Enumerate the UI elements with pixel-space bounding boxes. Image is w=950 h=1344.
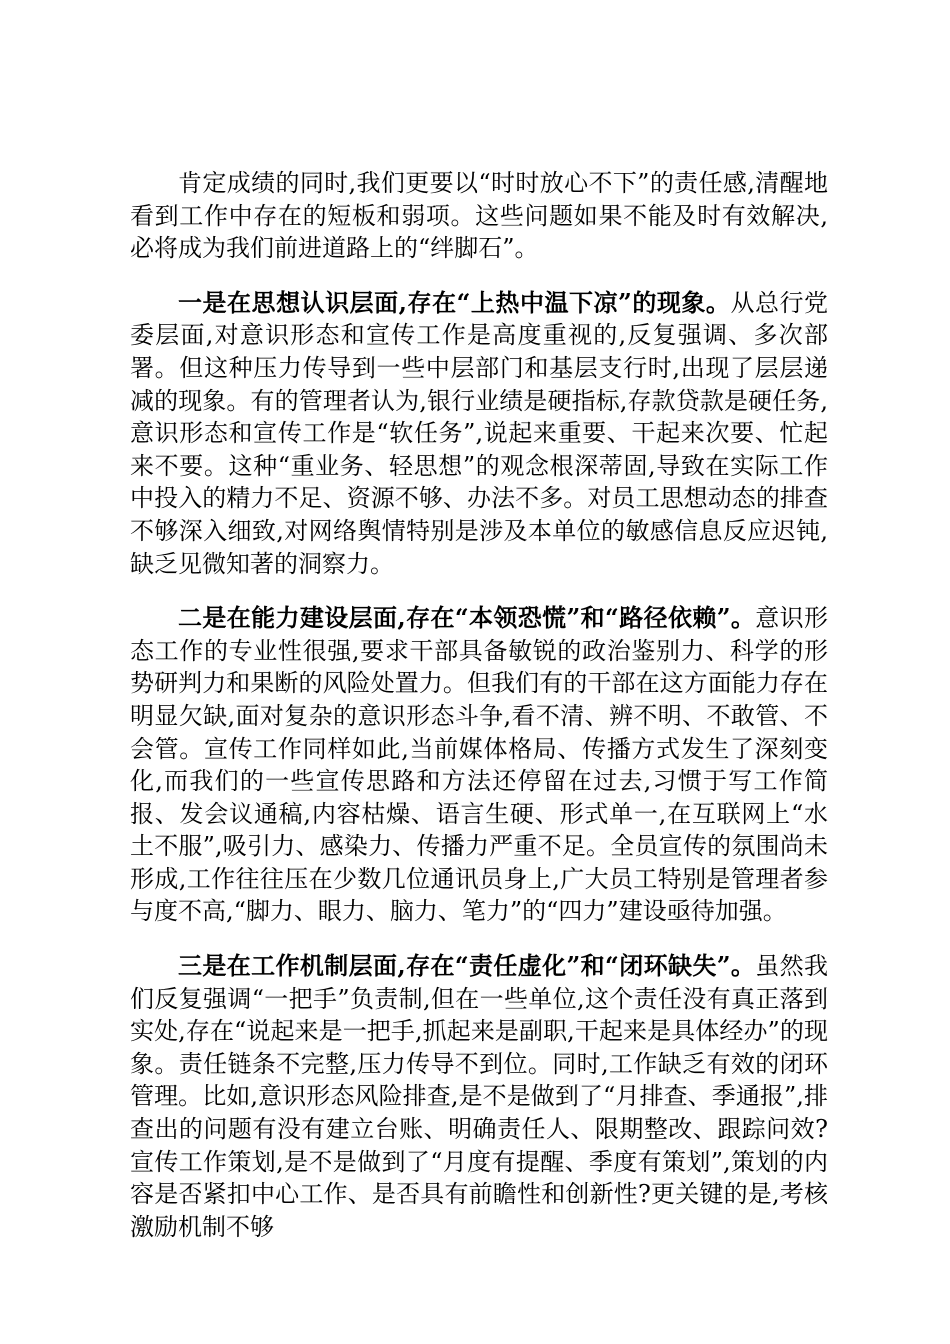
document-body bbox=[130, 167, 828, 1265]
paragraph-lead: 一是在思想认识层面,存在“上热中温下凉”的现象。 bbox=[178, 287, 731, 317]
paragraph-lead: 三是在工作机制层面,存在“责任虚化”和“闭环缺失”。 bbox=[178, 951, 756, 981]
paragraph-text: 虽然我们反复强调“一把手”负责制,但在一些单位,这个责任没有真正落到实处,存在“说起来是一把手,抓起来是副职,干起来是具体经办”的现象。责任链条不完整,压力传导不到位。同时,工作缺乏有效的闭环管理。比如,意识形态风险排查,是不是做到了“月排查、季通报”,排查出的问题有没有建立台账、明确责任人、限期整改、跟踪问效?宣传工作策划,是不是做到了“月度有提醒、季度有策划”,策划的内容是否紧扣中心工作、是否具有前瞻性和创新性?更关键的是,考核激励机制不够 bbox=[130, 952, 828, 1241]
paragraph-capability bbox=[130, 602, 828, 928]
paragraph-intro bbox=[130, 167, 828, 265]
paragraph-mechanism bbox=[130, 950, 828, 1243]
paragraph-thinking bbox=[130, 287, 828, 580]
paragraph-lead: 二是在能力建设层面,存在“本领恐慌”和“路径依赖”。 bbox=[178, 603, 756, 633]
paragraph-text: 从总行党委层面,对意识形态和宣传工作是高度重视的,反复强调、多次部署。但这种压力传导到一些中层部门和基层支行时,出现了层层递减的现象。有的管理者认为,银行业绩是硬指标,存款贷款是硬任务,意识形态和宣传工作是“软任务”,说起来重要、干起来次要、忙起来不要。这种“重业务、轻思想”的观念根深蒂固,导致在实际工作中投入的精力不足、资源不够、办法不多。对员工思想动态的排查不够深入细致,对网络舆情特别是涉及本单位的敏感信息反应迟钝,缺乏见微知著的洞察力。 bbox=[130, 288, 828, 578]
paragraph-text: 意识形态工作的专业性很强,要求干部具备敏锐的政治鉴别力、科学的形势研判力和果断的风险处置力。但我们有的干部在这方面能力存在明显欠缺,面对复杂的意识形态斗争,看不清、辨不明、不敢管、不会管。宣传工作同样如此,当前媒体格局、传播方式发生了深刻变化,而我们的一些宣传思路和方法还停留在过去,习惯于写工作简报、发会议通稿,内容枯燥、语言生硬、形式单一,在互联网上“水土不服”,吸引力、感染力、传播力严重不足。全员宣传的氛围尚未形成,工作往往压在少数几位通讯员身上,广大员工特别是管理者参与度不高,“脚力、眼力、脑力、笔力”的“四力”建设亟待加强。 bbox=[130, 604, 828, 926]
paragraph-text: 肯定成绩的同时,我们更要以“时时放心不下”的责任感,清醒地看到工作中存在的短板和弱项。这些问题如果不能及时有效解决,必将成为我们前进道路上的“绊脚石”。 bbox=[130, 169, 828, 263]
